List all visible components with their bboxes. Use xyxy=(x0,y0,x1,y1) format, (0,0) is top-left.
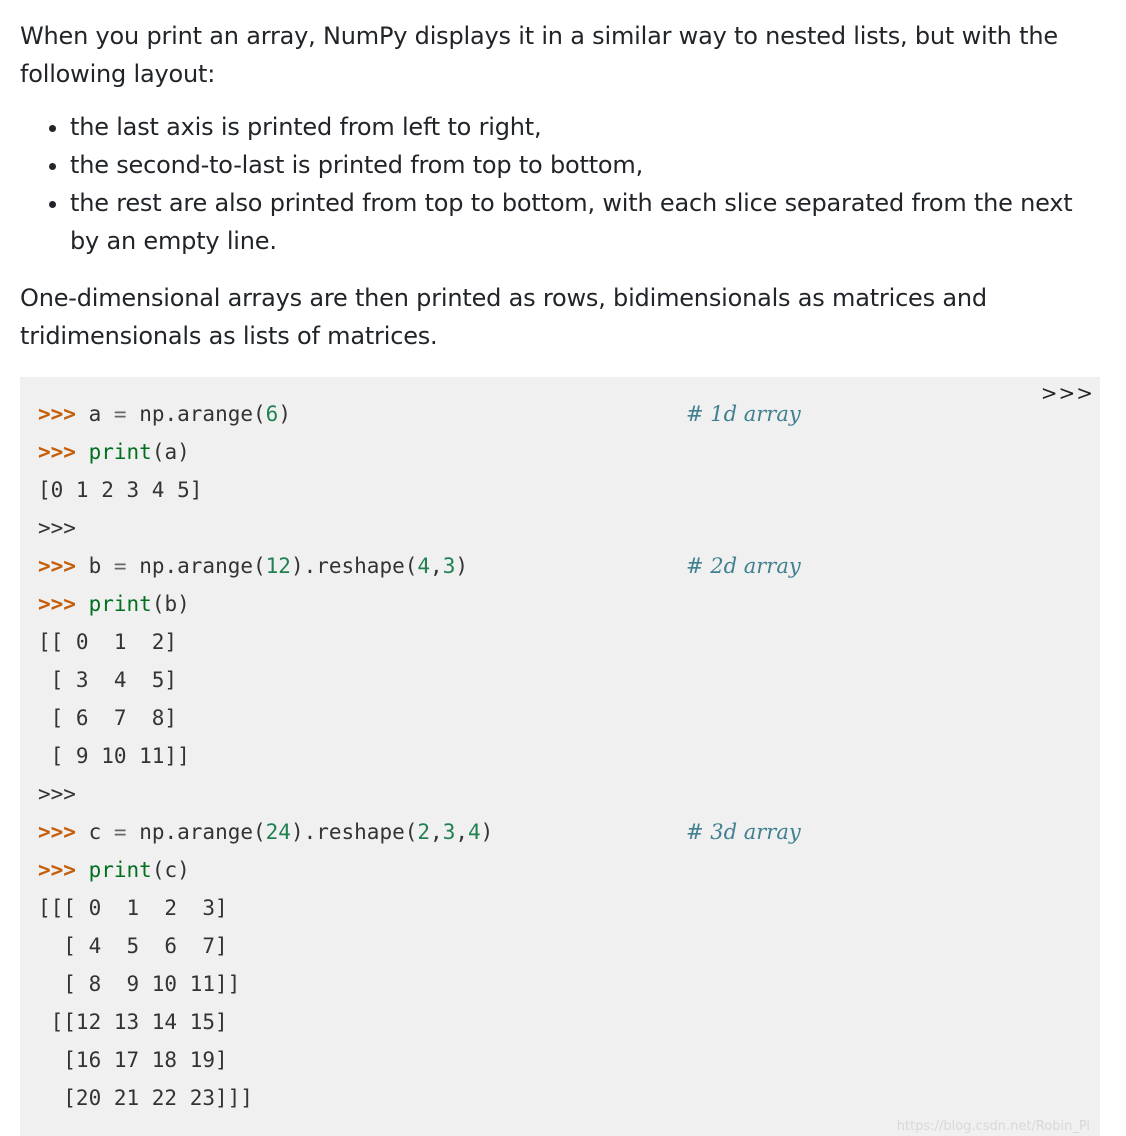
call: np.arange( xyxy=(139,554,266,578)
prompt: >>> xyxy=(38,440,76,464)
operator: = xyxy=(113,820,127,844)
output-line: [16 17 18 19] xyxy=(38,1048,228,1072)
operator: = xyxy=(113,554,127,578)
call: ).reshape( xyxy=(290,554,418,578)
operator: = xyxy=(113,402,127,426)
number: 3 xyxy=(442,820,456,844)
layout-list xyxy=(20,108,1100,260)
prompt: >>> xyxy=(38,820,76,844)
builtin: print xyxy=(88,592,152,616)
number: 6 xyxy=(265,402,279,426)
output-line: [[12 13 14 15] xyxy=(38,1010,228,1034)
output-line: [ 6 7 8] xyxy=(38,706,178,730)
output-line: [ 9 10 11]] xyxy=(38,744,190,768)
output-line: [ 8 9 10 11]] xyxy=(38,972,241,996)
watermark: https://blog.csdn.net/Robin_Pi xyxy=(896,1119,1090,1134)
paren: ) xyxy=(278,402,291,426)
number: 12 xyxy=(265,554,291,578)
code-comment: # 2d array xyxy=(686,554,801,578)
output-line: [[[ 0 1 2 3] xyxy=(38,896,228,920)
code-line xyxy=(38,395,801,433)
code-line xyxy=(38,585,493,623)
call: np.arange( xyxy=(139,402,266,426)
paren: ) xyxy=(455,554,469,578)
number: 24 xyxy=(265,820,291,844)
code-line xyxy=(38,813,801,851)
copy-prompt-toggle[interactable]: >>> xyxy=(1040,381,1094,405)
number: 4 xyxy=(468,820,481,844)
number: 3 xyxy=(442,554,456,578)
list-item: • the second-to-last is printed from top to bottom, xyxy=(70,146,1100,184)
after-paragraph: One-dimensional arrays are then printed as rows, bidimensionals as matrices and tridimensionals as lists of matrices. xyxy=(20,284,987,350)
paren: ) xyxy=(480,820,494,844)
prompt-line: >>> xyxy=(38,516,76,540)
comma: , xyxy=(430,820,443,844)
var-name: b xyxy=(88,554,102,578)
args: (b) xyxy=(151,592,190,616)
code-comment: # 3d array xyxy=(686,820,801,844)
comma: , xyxy=(455,820,469,844)
code-comment: # 1d array xyxy=(686,402,801,426)
number: 4 xyxy=(417,554,431,578)
args: (a) xyxy=(151,440,190,464)
doc-content xyxy=(20,0,1100,355)
list-item: • the last axis is printed from left to right, xyxy=(70,108,1100,146)
comma: , xyxy=(430,554,443,578)
prompt-line: >>> xyxy=(38,782,76,806)
code-listing xyxy=(38,395,801,1117)
prompt: >>> xyxy=(38,858,76,882)
prompt: >>> xyxy=(38,554,76,578)
list-item: • the rest are also printed from top to bottom, with each slice separated from the next by an empty line. xyxy=(70,184,1100,260)
code-line xyxy=(38,851,493,889)
var-name: c xyxy=(88,820,102,844)
code-line xyxy=(38,547,801,585)
output-line: [[ 0 1 2] xyxy=(38,630,178,654)
output-line: [ 3 4 5] xyxy=(38,668,178,692)
call: ).reshape( xyxy=(290,820,418,844)
code-block xyxy=(20,377,1100,1136)
code-line xyxy=(38,433,493,471)
var-name: a xyxy=(88,402,102,426)
call: np.arange( xyxy=(139,820,266,844)
builtin: print xyxy=(88,440,152,464)
output-line: [20 21 22 23]]] xyxy=(38,1086,253,1110)
prompt: >>> xyxy=(38,402,76,426)
intro-paragraph: When you print an array, NumPy displays it in a similar way to nested lists, but with the following layout: xyxy=(20,22,1058,88)
builtin: print xyxy=(88,858,152,882)
output-line: [ 4 5 6 7] xyxy=(38,934,228,958)
number: 2 xyxy=(417,820,431,844)
prompt: >>> xyxy=(38,592,76,616)
output-line: [0 1 2 3 4 5] xyxy=(38,478,203,502)
args: (c) xyxy=(151,858,190,882)
